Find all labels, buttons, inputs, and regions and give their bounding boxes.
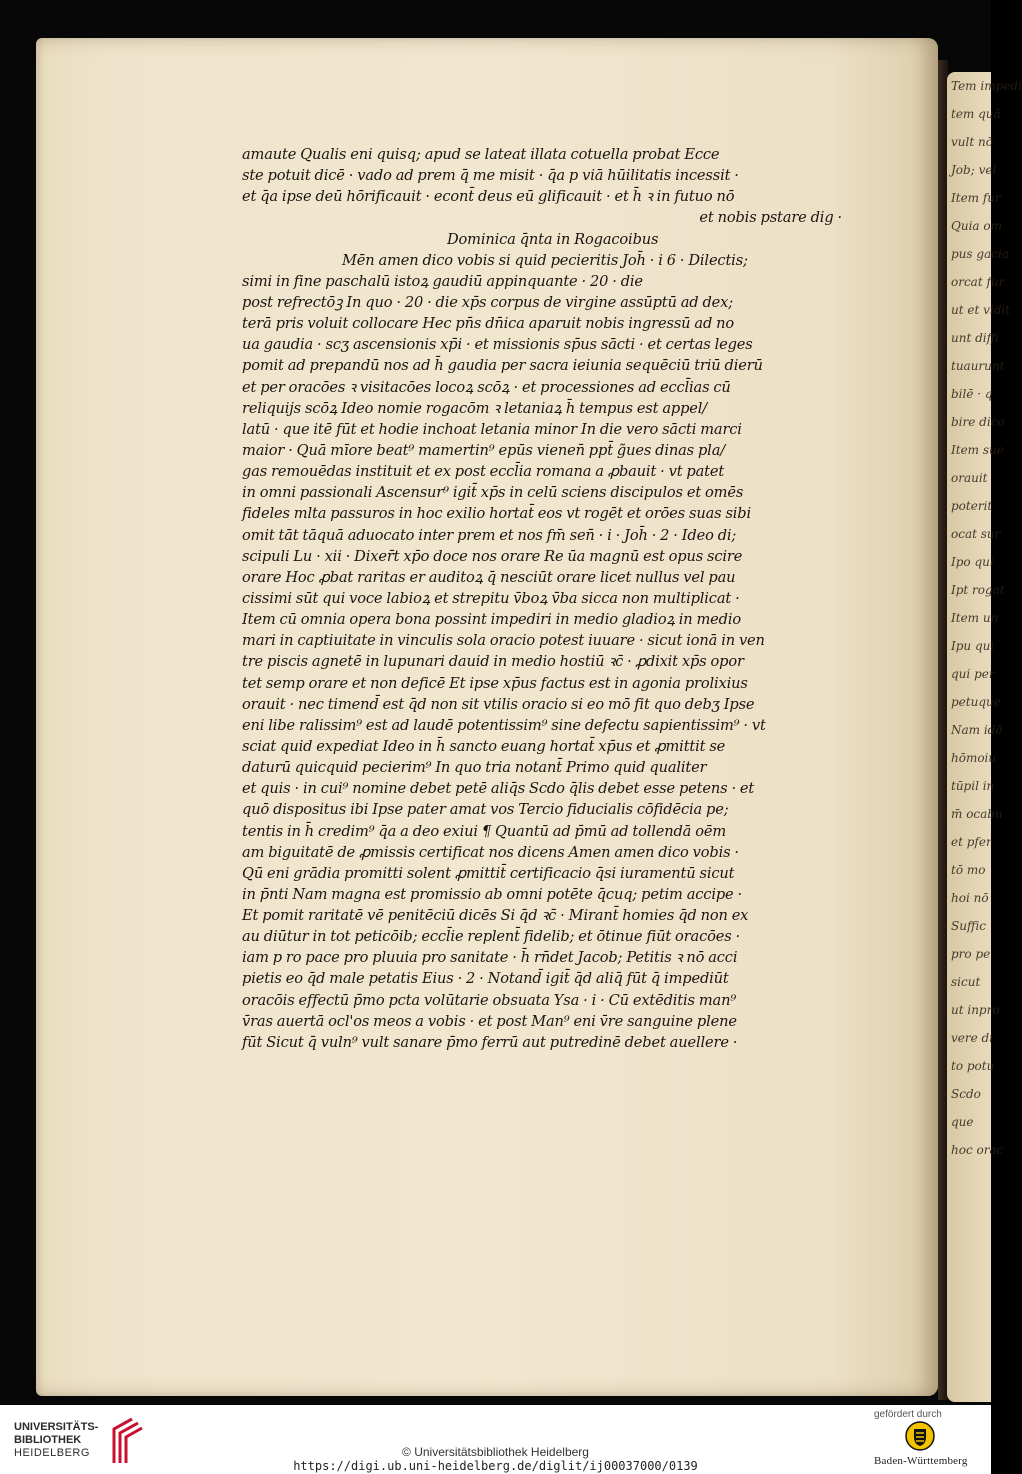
text-line: pomit ad prepandū nos ad h̄ gaudia per sacra ieiunia sequēciū triū dierū [242,357,763,375]
sponsor-name: Baden-Württemberg [874,1455,968,1467]
next-page-fragment: Job; vel [951,163,997,177]
next-page-fragment: et pfer [951,835,992,849]
next-page-fragment: hoi nō [951,891,989,905]
text-line: Item cū omnia opera bona possint impediri in medio gladioꝝ in medio [242,611,742,629]
next-page-fragment: Tem impedi [951,79,1022,93]
next-page-fragment: hoc orac [951,1143,1004,1157]
text-line: simi in fine paschalū istoꝝ gaudiū appinquante · 20 · die [242,272,643,290]
text-line: latū · que itē fūt et hodie inchoat letania minor In die vero sācti marci [242,420,742,438]
library-name-line3: HEIDELBERG [14,1447,90,1459]
next-page-fragment: tūpil in [951,779,995,793]
text-line: fideles mlta passuros in hoc exilio hortat̄ eos vt rogēt et orōes suas sibi [242,505,752,523]
next-page-fragment: Scdo [951,1087,981,1101]
text-line: ua gaudia · scʒ ascensionis xp̄i · et missionis sp̄us sācti · et certas leges [242,336,753,354]
next-page-fragment: tuaurunt [951,359,1005,373]
text-line: Qū eni grādia promitti solent ꝓmittit̄ certificacio q̄si iuramentū sicut [242,864,735,882]
next-page-fragment: to potu [951,1059,995,1073]
next-page-fragment: unt diffi [951,331,999,345]
next-page-fragment: hōmoiu [951,751,997,765]
text-line: sciat quid expediat Ideo in h̄ sancto euang hortat̄ xp̄us et ꝓmittit se [242,737,726,755]
text-line: tre piscis agnetē in lupunari dauid in medio hostiū ꝛc̄ · ꝓdixit xp̄s opor [242,653,744,671]
text-line: in omni passionali Ascensur⁹ igit̄ xp̄s in celū sciens discipulos et omēs [242,484,744,502]
text-line: fūt Sicut q̄ vuln⁹ vult sanare p̄mo ferrū aut putredinē debet auellere · [242,1033,738,1051]
next-page-fragment: ocat sur [951,527,1001,541]
next-page-fragment: petuque [951,695,1001,709]
text-line: cissimi sūt qui voce labioꝝ et strepitu v̄boꝝ v̄ba sicca non multiplicat · [242,589,740,607]
text-line: maior · Quā mīore beat⁹ mamertin⁹ epūs vienen̄ ppt̄ g̃ues dinas pla/ [242,441,726,459]
next-page-fragment: Ipo qui [951,555,994,569]
next-page-fragment: Nam idē [951,723,1003,737]
next-page-fragment: Quia om [951,219,1002,233]
text-line: ste potuit dicē · vado ad prem q̄ me misit · q̄a p viā hūilitatis incessit · [242,167,739,185]
text-line: scipuli Lu · xii · Dixer̄t xp̄o doce nos orare Re ūa magnū est opus scire [242,547,743,565]
library-name-line2: BIBLIOTHEK [14,1434,82,1446]
next-page-fragment: Item un [951,611,999,625]
next-page-fragment: ut inpro [951,1003,1000,1017]
text-line: daturū quicquid pecierim⁹ In quo tria notant̄ Primo quid qualiter [242,759,707,777]
sponsor-label: gefördert durch [874,1409,942,1420]
next-page-fragment: m̄ ocabu [951,807,1003,821]
text-line: post refrectōꝫ In quo · 20 · die xp̄s corpus de virgine assūptū ad dex; [242,293,734,311]
next-page-fragment: bire dico [951,415,1005,429]
text-line: au diūtur in tot peticōib; eccl̄ie replent̄ fidelib; et ōtinue fiūt oracōes · [242,928,741,946]
state-emblem-icon [905,1421,935,1451]
next-page-fragment: tem quā [951,107,1001,121]
next-page-fragment: qui per [951,667,995,681]
text-line: iam p ro pace pro pluuia pro sanitate · h̄ rn̄det Jacob; Petitis ꝛ nō acci [242,949,738,967]
text-line: et per oracōes ꝛ visitacōes locoꝝ scōꝝ · et processiones ad eccl̄ias cū [242,378,731,396]
next-page-fragment: vere di [951,1031,994,1045]
text-line: Et pomit raritatē vē penitēciū dicēs Si q̄d ꝛc̄ · Mirant̄ homies q̄d non ex [242,907,749,925]
text-line: in p̄nti Nam magna est promissio ab omni potēte q̄cuq; petim accipe · [242,885,742,903]
text-line: et quis · in cui⁹ nomine debet petē aliq̄s Scdo q̄lis debet esse petens · et [242,780,755,798]
text-line: Mēn amen dico vobis si quid pecieritis Joh̄ · i 6 · Dilectis; [342,251,748,269]
text-line: pietis eo q̄d male petatis Eius · 2 · Notand̄ igit̄ q̄d aliq̄ fūt q̄ impediūt [242,970,729,988]
text-line: et q̄a ipse deū hōrificauit · econt̄ deus eū glificauit · et h̄ ꝛ in futuo nō [242,188,735,206]
next-page-fragment: que [951,1115,974,1129]
text-line: omit tāt tāquā aduocato inter prem et nos fm̄ sen̄ · i · Joh̄ · 2 · Ideo di; [242,526,737,544]
next-page-edge [947,72,1022,1402]
next-page-fragment: sicut [951,975,981,989]
library-name-line1: UNIVERSITÄTS- [14,1421,99,1433]
page-text-block [242,144,862,1053]
text-line: terā pris voluit collocare Hec pn̄s dn̄ica aparuit nobis ingressū ad no [242,315,735,333]
next-page-fragment: ut et vidit [951,303,1011,317]
next-page-fragment: orcat fur [951,275,1005,289]
next-page-fragment: tō mo [951,863,986,877]
next-page-fragment: poterit [951,499,993,513]
text-line: quō dispositus ibi Ipse pater amat vos Tercio fiducialis cōfidēcia pe; [242,801,729,819]
next-page-fragment: Suffic [951,919,987,933]
text-line: gas remouēdas instituit et ex post eccl̄ia romana a ꝓbauit · vt patet [242,463,725,481]
next-page-fragment: Ipt rogat [951,583,1005,597]
text-line: orare Hoc ꝓbat raritas er auditoꝝ q̄ nesciūt orare licet nullus vel pau [242,568,736,586]
copyright-notice: © Universitätsbibliothek Heidelberg [402,1445,589,1459]
text-line: orauit · nec timend̄ est q̄d non sit vtilis oracio si eo mō fit quo debʒ Ipse [242,695,755,713]
text-line: reliquijs scōꝝ Ideo nomie rogacōm ꝛ letaniaꝝ h̄ tempus est appel/ [242,399,708,417]
next-page-fragment: Item sue [951,443,1004,457]
text-line: am biguitatē de ꝓmissis certificat nos dicens Amen amen dico vobis · [242,843,739,861]
text-line: eni libe ralissim⁹ est ad laudē potentissim⁹ sine defectu sapientissim⁹ · vt [242,716,766,734]
next-page-fragment: Ipu qui [951,639,995,653]
next-page-fragment: vult nō [951,135,993,149]
viewer-footer [0,1405,991,1474]
permalink-url[interactable]: https://digi.ub.uni-heidelberg.de/diglit/ij00037000/0139 [293,1459,698,1473]
next-page-fragment: pus gacia [951,247,1009,261]
text-line: amaute Qualis eni quisq; apud se lateat illata cotuella probat Ecce [242,146,720,163]
next-page-fragment: pro pe [951,947,991,961]
section-heading: Dominica q̄nta in Rogacoibus [447,230,659,248]
text-line: et nobis pstare dig · [699,209,842,227]
next-page-fragment: orauit [951,471,988,485]
next-page-fragment: bilē · q [951,387,993,401]
text-line: tet semp orare et non deficē Et ipse xp̄us factus est in agonia prolixius [242,674,748,692]
text-line: v̄ras auertā ocl'os meos a vobis · et post Man⁹ eni v̄re sanguine plene [242,1012,737,1030]
text-line: mari in captiuitate in vinculis sola oracio potest iuuare · sicut ionā in ven [242,632,765,650]
text-line: oracōis effectū p̄mo pcta volūtarie obsuata Ysa · i · Cū extēditis man⁹ [242,991,737,1009]
text-line: tentis in h̄ credim⁹ q̄a a deo exiui ¶ Quantū ad p̄mū ad tollendā oēm [242,822,727,840]
next-page-fragment: Item fur [951,191,1001,205]
